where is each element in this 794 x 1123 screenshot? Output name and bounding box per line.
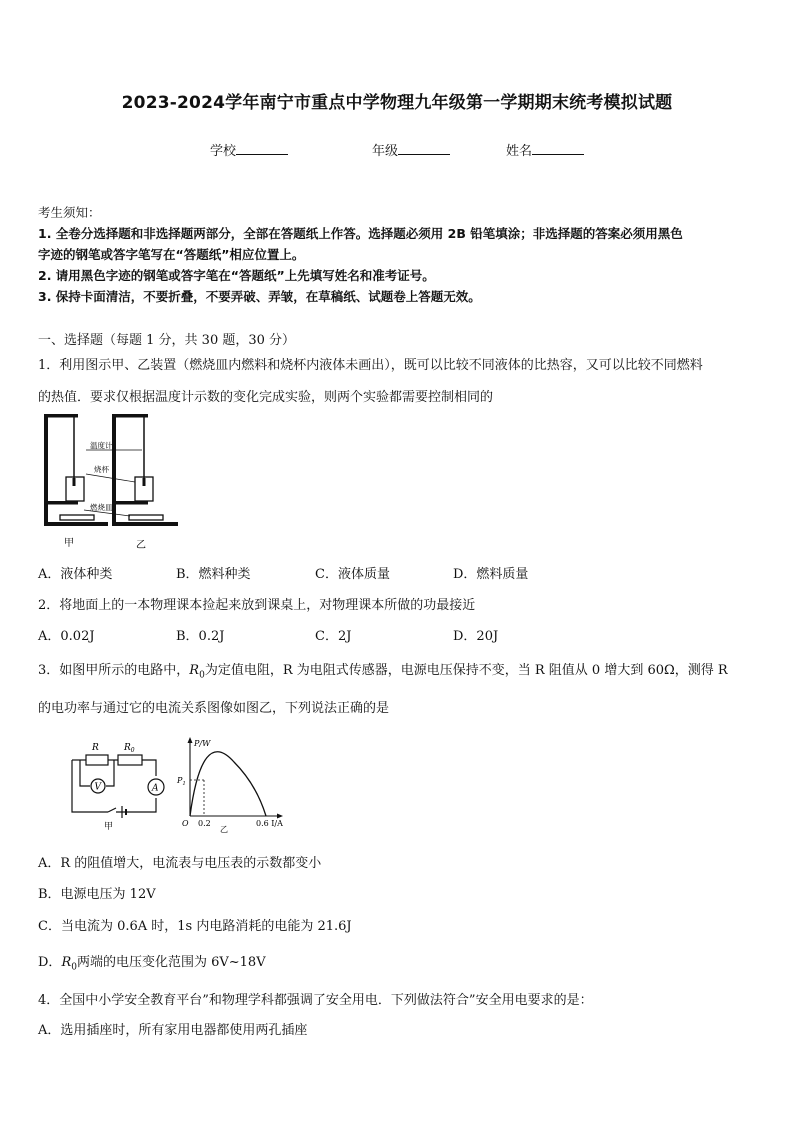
- q2-option-d[interactable]: D．20J: [453, 629, 499, 644]
- label-beaker: 烧杯: [94, 465, 109, 474]
- q3-option-d-prefix: D．: [38, 955, 62, 970]
- base-jia: [44, 522, 108, 526]
- stand-pole-yi: [112, 414, 116, 526]
- q3-option-d-r0: R: [61, 955, 72, 970]
- burner-jia: [60, 515, 94, 520]
- label-jia: 甲: [64, 538, 74, 549]
- q3-stem-line2: 的电功率与通过它的电流关系图像如图乙，下列说法正确的是: [38, 701, 390, 716]
- q3-stem-part-b: 为定值电阻，R 为电阻式传感器，电源电压保持不变，当 R 阻值从 0 增大到 60Ω，测得 R: [204, 663, 728, 678]
- name-blank[interactable]: [532, 142, 584, 155]
- thermometer-bulb-jia: [73, 478, 76, 486]
- name-label: 姓名: [506, 144, 533, 159]
- notice-item-1-cont: 字迹的钢笔或答字笔写在“答题纸”相应位置上。: [38, 247, 305, 262]
- q2-option-b[interactable]: B．0.2J: [176, 629, 225, 644]
- section-heading: 一、选择题（每题 1 分，共 30 题，30 分）: [38, 333, 296, 348]
- grade-blank[interactable]: [398, 142, 450, 155]
- q3-option-a[interactable]: A．R 的阻值增大，电流表与电压表的示数都变小: [38, 856, 322, 871]
- stand-arm-yi: [112, 414, 148, 418]
- switch: [108, 808, 116, 812]
- school-label: 学校: [210, 144, 237, 159]
- q2-option-a[interactable]: A．0.02J: [38, 629, 95, 644]
- x-tick-02: 0.2: [198, 819, 211, 828]
- notice-item-2: 2. 请用黑色字迹的钢笔或答字笔在“答题纸”上先填写姓名和准考证号。: [38, 268, 435, 283]
- q3-power-graph: [176, 734, 288, 834]
- grade-field: [372, 140, 450, 159]
- label-burner: 燃烧皿: [90, 503, 113, 512]
- base-yi: [112, 522, 178, 526]
- resistor-r0: [118, 755, 142, 765]
- stand-pole-jia: [44, 414, 48, 526]
- notice-heading: 考生须知：: [38, 205, 101, 220]
- label-thermometer: 温度计: [90, 441, 113, 450]
- burner-yi: [129, 515, 163, 520]
- q3-option-d-r0-sub: 0: [71, 962, 77, 973]
- stand-arm-jia: [44, 414, 78, 418]
- x-tick-06: 0.6 I/A: [256, 819, 283, 828]
- q3-stem-line1: [38, 659, 728, 681]
- school-field: [210, 140, 288, 159]
- r0-symbol: R: [189, 663, 200, 678]
- p1-label: $P_1$: [177, 776, 186, 787]
- q1-figure: [38, 410, 188, 552]
- notice-item-3: 3. 保持卡面清洁，不要折叠，不要弄破、弄皱，在草稿纸、试题卷上答题无效。: [38, 289, 481, 304]
- q1-option-c[interactable]: C．液体质量: [315, 567, 390, 582]
- origin-label: O: [182, 819, 189, 828]
- q1-option-b[interactable]: B．燃料种类: [176, 567, 251, 582]
- q1-stem-line2: 的热值．要求仅根据温度计示数的变化完成实验，则两个实验都需要控制相同的: [38, 390, 494, 405]
- q1-stem-line1: 1．利用图示甲、乙装置（燃烧皿内燃料和烧杯内液体未画出），既可以比较不同液体的比热容，又可以比较不同燃料: [38, 358, 703, 373]
- q3-option-d-text: 两端的电压变化范围为 6V~18V: [76, 955, 266, 970]
- page-title: 2023-2024学年南宁市重点中学物理九年级第一学期期末统考模拟试题: [121, 93, 673, 113]
- q3-option-c[interactable]: C．当电流为 0.6A 时，1s 内电路消耗的电能为 21.6J: [38, 919, 352, 934]
- notice-item-1: 1. 全卷分选择题和非选择题两部分，全部在答题纸上作答。选择题必须用 2B 铅笔填涂；非选择题的答案必须用黑色: [38, 226, 683, 241]
- q3-option-b[interactable]: B．电源电压为 12V: [38, 887, 156, 902]
- thermometer-bulb-yi: [143, 478, 146, 486]
- q4-stem: 4．全国中小学安全教育平台”和物理学科都强调了安全用电．下列做法符合”安全用电要求的是：: [38, 993, 593, 1008]
- resistor-r: [86, 755, 108, 765]
- grade-label: 年级: [372, 144, 399, 159]
- school-blank[interactable]: [236, 142, 288, 155]
- q2-stem: 2．将地面上的一本物理课本捡起来放到课桌上，对物理课本所做的功最接近: [38, 598, 476, 613]
- y-axis-label: P/W: [194, 739, 211, 748]
- label-yi: 乙: [220, 825, 228, 834]
- q1-option-a[interactable]: A．液体种类: [38, 567, 113, 582]
- voltmeter-label: V: [94, 782, 101, 793]
- label-jia: 甲: [104, 822, 114, 832]
- label-yi: 乙: [136, 540, 146, 551]
- label-r0: $R_0$: [124, 743, 135, 754]
- q1-option-d[interactable]: D．燃料质量: [453, 567, 529, 582]
- label-r: R: [92, 743, 99, 753]
- q3-option-d[interactable]: [38, 951, 266, 973]
- q3-circuit-figure: [60, 736, 180, 834]
- power-curve: [190, 752, 266, 816]
- q2-option-c[interactable]: C．2J: [315, 629, 352, 644]
- ammeter-label: A: [152, 783, 159, 794]
- name-field: [506, 140, 584, 159]
- q4-option-a[interactable]: A．选用插座时，所有家用电器都使用两孔插座: [38, 1023, 308, 1038]
- q3-stem-part-a: 3．如图甲所示的电路中，: [38, 663, 190, 678]
- r0-subscript: 0: [199, 670, 205, 681]
